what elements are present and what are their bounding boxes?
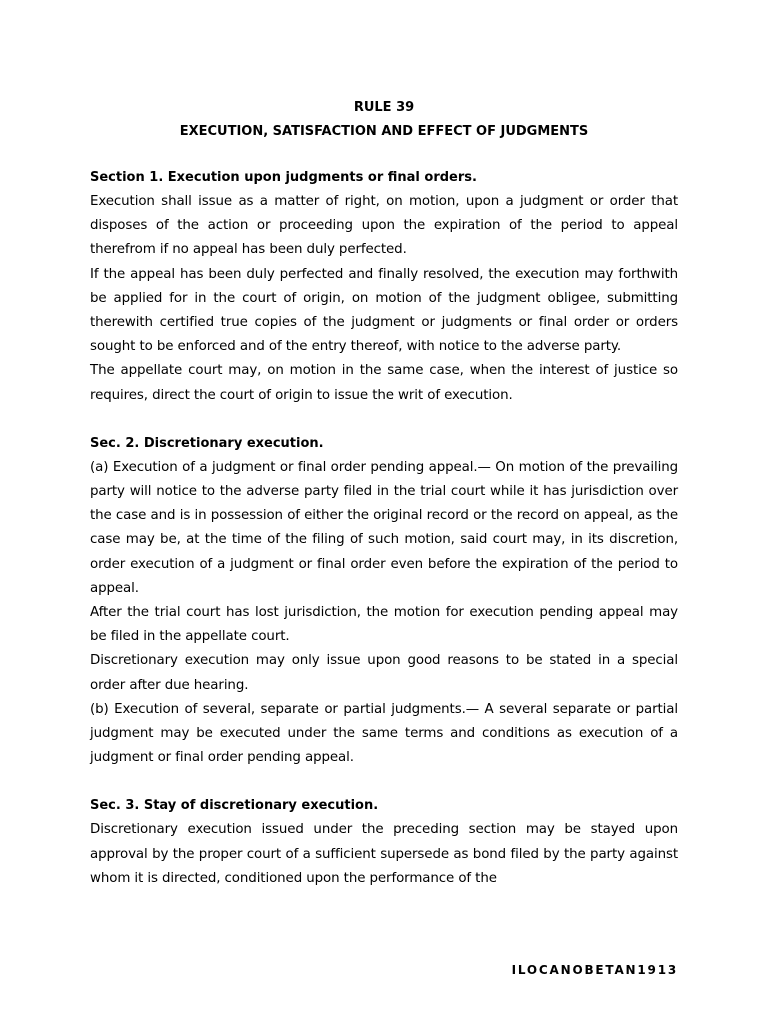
- section-3: [90, 794, 678, 891]
- paragraph: Discretionary execution issued under the preceding section may be stayed upon approval by the proper court of a sufficient supersede as bond filed by the party against whom it is directed, conditioned upon the performance of the: [90, 822, 678, 886]
- paragraph: (a) Execution of a judgment or final order pending appeal.— On motion of the prevailing party will notice to the adverse party filed in the trial court while it has jurisdiction over the case and is in possession of either the original record or the record on appeal, as the case may be, at the time of the filing of such motion, said court may, in its discretion, order execution of a judgment or final order even before the expiration of the period to appeal.: [90, 459, 678, 596]
- rule-title: EXECUTION, SATISFACTION AND EFFECT OF JUDGMENTS: [179, 124, 589, 139]
- paragraph: If the appeal has been duly perfected and finally resolved, the execution may forthwith be applied for in the court of origin, on motion of the judgment obligee, submitting therewith certified true copies of the judgment or judgments or final order or orders sought to be enforced and of the entry thereof, with notice to the adverse party.: [90, 266, 678, 355]
- paragraph: Discretionary execution may only issue upon good reasons to be stated in a special order after due hearing.: [90, 653, 678, 693]
- paragraph: Execution shall issue as a matter of right, on motion, upon a judgment or order that disposes of the action or proceeding upon the expiration of the period to appeal therefrom if no appeal has been duly perfected.: [90, 194, 678, 258]
- section-2: [90, 432, 678, 771]
- footer-watermark: ILOCANOBETAN1913: [511, 963, 678, 977]
- rule-number: RULE 39: [353, 100, 415, 115]
- paragraph: The appellate court may, on motion in the same case, when the interest of justice so requires, direct the court of origin to issue the writ of execution.: [90, 363, 678, 403]
- section-1: [90, 166, 678, 408]
- section-heading: Section 1. Execution upon judgments or final orders.: [90, 170, 477, 185]
- paragraph: After the trial court has lost jurisdiction, the motion for execution pending appeal may be filed in the appellate court.: [90, 605, 678, 645]
- paragraph: (b) Execution of several, separate or partial judgments.— A several separate or partial judgment may be executed under the same terms and conditions as execution of a judgment or final order pending appeal.: [90, 701, 678, 766]
- section-heading: Sec. 3. Stay of discretionary execution.: [90, 798, 379, 814]
- document-page: [90, 96, 678, 891]
- section-heading: Sec. 2. Discretionary execution.: [90, 435, 324, 451]
